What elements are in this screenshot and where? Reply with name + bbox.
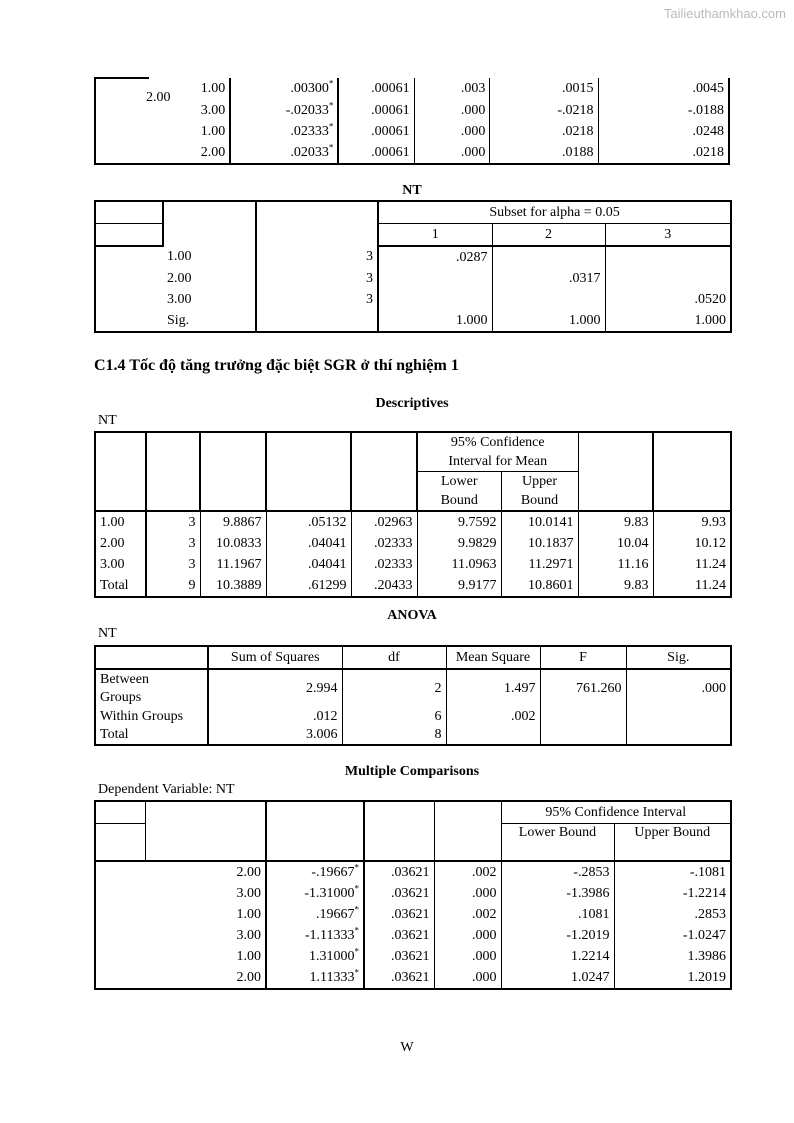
table-row: Total 3.006 8	[95, 726, 731, 745]
table-row: 3.00 3 11.1967 .04041 .02333 11.0963 11.2971 11.16 11.24	[95, 554, 731, 575]
multiple-comparisons-title: Multiple Comparisons	[344, 764, 480, 779]
nt-table-title: NT	[402, 183, 422, 198]
table-row: 3.00 -1.11333* .03621 .000 -1.2019 -1.0247	[95, 925, 731, 946]
page-footer: W	[400, 1040, 414, 1055]
table-row: 2.00 .02033* .00061 .000 .0188 .0218	[95, 142, 729, 164]
descriptives-title: Descriptives	[375, 396, 449, 411]
table-row: Within Groups .012 6 .002	[95, 708, 731, 726]
table-row: 1.00 .02333* .00061 .000 .0218 .0248	[95, 121, 729, 142]
anova-title: ANOVA	[387, 608, 437, 623]
nt-subset-table: Subset for alpha = 0.05 1 2 3 1.00 3 .0287 2.00 3 .0317 3.00 3 .0520 Sig. 1.000 1.000 1.000	[94, 200, 732, 333]
table-row: 1.00 3 9.8867 .05132 .02963 9.7592 10.0141 9.83 9.93	[95, 511, 731, 533]
table-row: 1.00 .19667* .03621 .002 .1081 .2853	[95, 904, 731, 925]
subset-header: Subset for alpha = 0.05	[378, 201, 731, 224]
group-label: 2.00	[146, 90, 171, 105]
upper-bound-header: Upper Bound	[501, 472, 578, 511]
table-row: Between Groups 2.994 2 1.497 761.260 .000	[95, 669, 731, 708]
ci-header: 95% Confidence Interval for Mean	[417, 432, 578, 472]
table-row: 2.00 -.19667* .03621 .002 -.2853 -.1081	[95, 861, 731, 883]
table-row: 3.00 -1.31000* .03621 .000 -1.3986 -1.2214	[95, 883, 731, 904]
table-row: 2.00 3 .0317	[95, 268, 731, 289]
descriptives-var-label: NT	[98, 413, 117, 428]
table-row: 2.00 3 10.0833 .04041 .02333 9.9829 10.1837 10.04 10.12	[95, 533, 731, 554]
descriptives-table	[94, 431, 732, 598]
anova-table: Sum of Squares df Mean Square F Sig. Between Groups 2.994 2 1.497 761.260 .000 Within Groups .012 6 .002 Total 3.006 8	[94, 645, 732, 746]
table-row: 3.00 3 .0520	[95, 289, 731, 310]
lower-bound-header: Lower Bound	[417, 472, 501, 511]
multiple-comparisons-table: 95% Confidence Interval Lower Bound Upper Bound 2.00 -.19667* .03621 .002 -.2853 -.1081 3.00 -1.31000* .03621 .000 -1.3986 -1.2214 1.00 .19667* .03621 .002 .1081 .2853 3.00 -1.11333* .03621 .000 -1.2019 -1.0247 1.00 1.31000* .03621 .000 1.2214 1.3986 2.00 1.11333* .03621 .000 1.0247 1.2019	[94, 800, 732, 990]
top-comparisons-table	[94, 77, 730, 165]
table-row: 2.00 1.11333* .03621 .000 1.0247 1.2019	[95, 967, 731, 989]
table-row: Sig. 1.000 1.000 1.000	[95, 310, 731, 332]
table-row: 1.00 .00300* .00061 .003 .0015 .0045	[95, 78, 729, 100]
section-heading: C1.4 Tốc độ tăng trưởng đặc biệt SGR ở thí nghiệm 1	[94, 357, 459, 374]
table-row: Total 9 10.3889 .61299 .20433 9.9177 10.8601 9.83 11.24	[95, 575, 731, 597]
dependent-variable-label: Dependent Variable: NT	[98, 782, 235, 797]
cell: 1.00	[149, 78, 230, 100]
table-row: 1.00 3 .0287	[95, 246, 731, 268]
anova-var-label: NT	[98, 626, 117, 641]
watermark: Tailieuthamkhao.com	[663, 6, 786, 21]
table-row: 1.00 1.31000* .03621 .000 1.2214 1.3986	[95, 946, 731, 967]
table-row: 3.00 -.02033* .00061 .000 -.0218 -.0188	[95, 100, 729, 121]
ci-interval-header: 95% Confidence Interval	[501, 801, 731, 824]
